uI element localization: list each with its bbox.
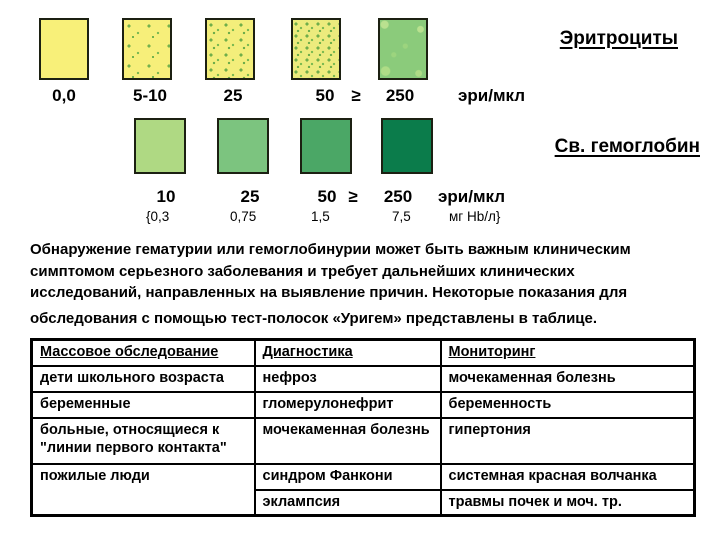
erythrocyte-swatch-1: [122, 18, 172, 80]
erythrocyte-value-0: 0,0: [52, 86, 76, 105]
table-cell: синдром Фанкони: [255, 464, 441, 490]
erythrocyte-value-3: 50: [315, 86, 335, 105]
table-cell: гломерулонефрит: [255, 392, 441, 418]
header-mass-screening: Массовое обследование: [32, 340, 255, 366]
table-cell: дети школьного возраста: [32, 366, 255, 392]
paragraph-line: обследования с помощью тест-полосок «Уригем» представлены в таблице.: [30, 309, 598, 327]
header-monitoring: Мониторинг: [441, 340, 695, 366]
hemoglobin-mg-value-3: 7,5: [392, 209, 411, 224]
table-cell: пожилые люди: [32, 464, 255, 516]
table-header-row: [32, 340, 695, 366]
hemoglobin-swatch-2: [300, 118, 352, 174]
table-cell: беременность: [441, 392, 695, 418]
table-row: [32, 418, 695, 464]
erythrocyte-unit: эри/мкл: [458, 86, 526, 105]
erythrocyte-swatch-0: [39, 18, 89, 80]
hemoglobin-value-2: 50: [317, 187, 337, 206]
hemoglobin-mg-value-0: {0,3: [146, 209, 170, 224]
table-cell: системная красная волчанка: [441, 464, 695, 490]
erythrocyte-value-2: 25: [223, 86, 243, 105]
hemoglobin-swatch-3: [381, 118, 433, 174]
hemoglobin-value-1: 25: [240, 187, 260, 206]
table-cell: беременные: [32, 392, 255, 418]
table-row: [32, 392, 695, 418]
hemoglobin-value-3: 250: [383, 187, 413, 206]
erythrocyte-swatch-2: [205, 18, 255, 80]
header-diagnostics: Диагностика: [255, 340, 441, 366]
paragraph-line: исследований, направленных на выявление причин. Некоторые показания для: [30, 284, 628, 301]
table-cell: нефроз: [255, 366, 441, 392]
erythrocyte-swatch-3: [291, 18, 341, 80]
paragraph-line: симптомом серьезного заболевания и требует дальнейших клинических: [30, 262, 575, 280]
hemoglobin-mg-value-2: 1,5: [311, 209, 330, 224]
hemoglobin-swatch-1: [217, 118, 269, 174]
table-cell: травмы почек и моч. тр.: [441, 490, 695, 516]
table-row: [32, 464, 695, 490]
table-cell: мочекаменная болезнь: [255, 418, 441, 464]
indications-table: [30, 338, 696, 517]
erythrocytes-title: Эритроциты: [559, 28, 678, 49]
hemoglobin-swatch-0: [134, 118, 186, 174]
erythrocyte-value-1: 5-10: [132, 86, 168, 105]
hemoglobin-mg-value-1: 0,75: [230, 209, 257, 224]
erythrocyte-gte-symbol: ≥: [351, 86, 361, 105]
body-paragraph: [30, 239, 702, 329]
paragraph-line: Обнаружение гематурии или гемоглобинурии может быть важным клиническим: [30, 241, 631, 258]
table-row: [32, 366, 695, 392]
erythrocyte-swatch-4: [378, 18, 428, 80]
erythrocyte-value-4: 250: [385, 86, 415, 105]
table-cell: больные, относящиеся к "линии первого контакта": [32, 418, 255, 464]
hemoglobin-unit: эри/мкл: [438, 187, 506, 206]
table-cell: эклампсия: [255, 490, 441, 516]
hemoglobin-value-0: 10: [156, 187, 176, 206]
table-cell: мочекаменная болезнь: [441, 366, 695, 392]
hemoglobin-mg-unit: мг Hb/л}: [449, 209, 501, 224]
table-cell: гипертония: [441, 418, 695, 464]
hemoglobin-title: Св. гемоглобин: [554, 136, 700, 157]
hemoglobin-gte-symbol: ≥: [348, 187, 358, 206]
